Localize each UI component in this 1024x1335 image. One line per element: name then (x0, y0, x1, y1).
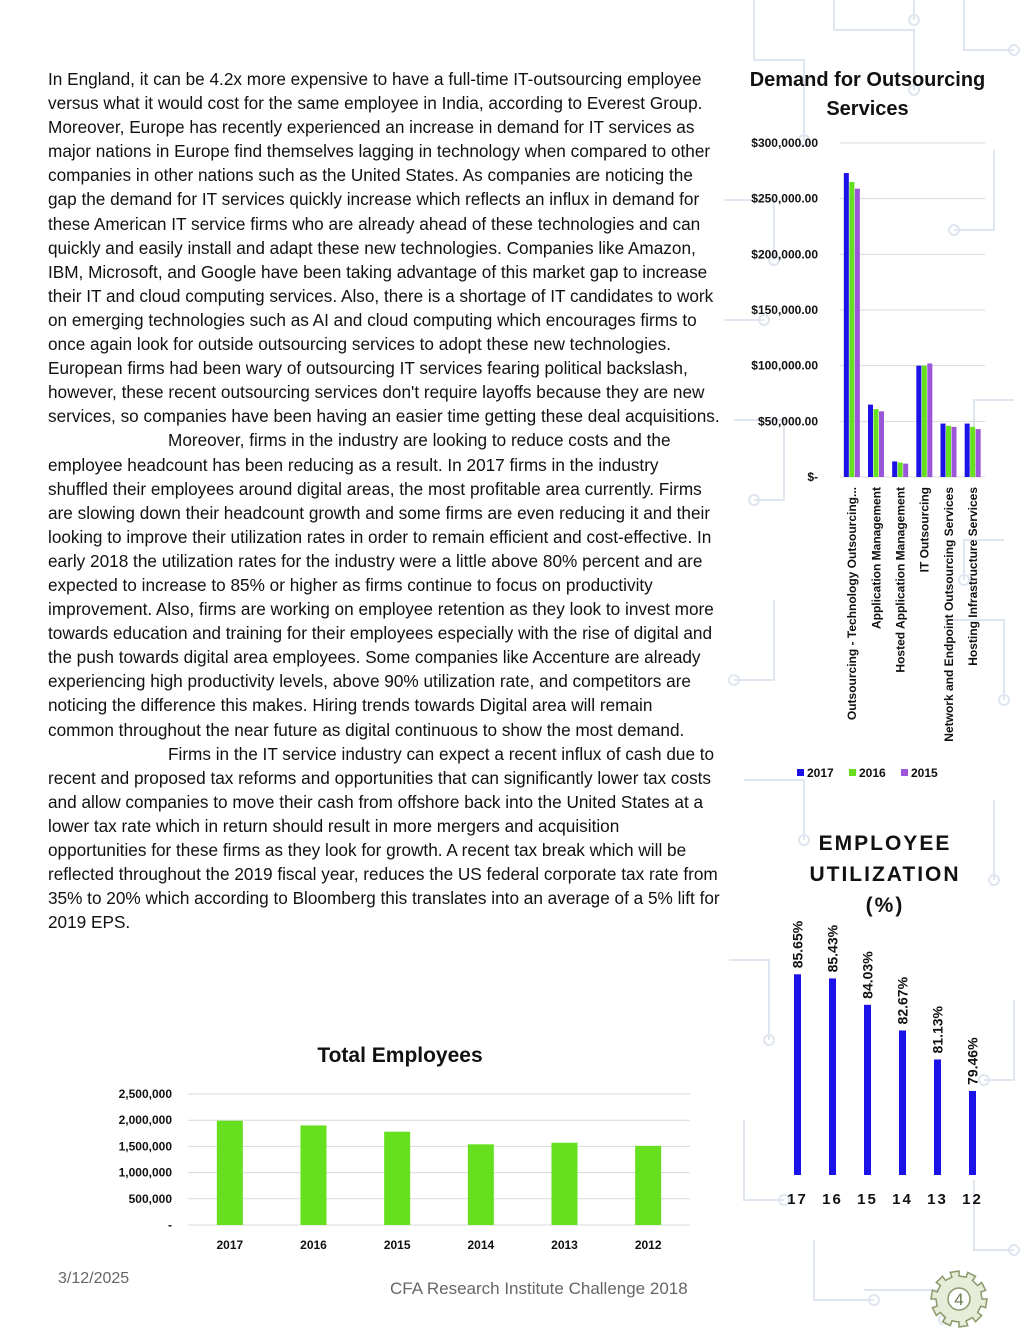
bar (864, 1005, 871, 1175)
bar (934, 1059, 941, 1175)
bar (952, 427, 957, 477)
x-tick-label: Outsourcing - Technology Outsourcing... (845, 487, 860, 721)
demand-chart (735, 135, 1015, 795)
demand-chart-title: Demand for Outsourcing Services (749, 69, 986, 120)
bar (855, 189, 860, 477)
y-tick-label: 500,000 (128, 1191, 172, 1206)
data-label: 85.65% (789, 920, 806, 969)
bar (969, 1091, 976, 1175)
footer-title: CFA Research Institute Challenge 2018 (390, 1279, 688, 1298)
utilization-chart (770, 910, 1000, 1215)
page-number: 4 (954, 1290, 964, 1309)
x-tick-label: IT Outsourcing (917, 487, 932, 573)
bar (941, 424, 946, 477)
x-tick-label: 14 (892, 1191, 913, 1208)
y-tick-label: $250,000.00 (751, 191, 818, 206)
bar (217, 1121, 243, 1225)
bar (301, 1125, 327, 1225)
x-tick-label: 16 (822, 1191, 843, 1208)
article-body (48, 67, 720, 934)
data-label: 84.03% (859, 951, 876, 999)
bar (899, 1030, 906, 1175)
paragraph: Moreover, firms in the industry are looking to reduce costs and the employee headcount has been reducing as a result. In 2017 firms in the industry shuffled their employees around digital areas, the most profitable area currently. Firms are slowing down their headcount growth and some firms are even reducing it and their looking to improve their utilization rates in order to remain efficient and cost-effective. In early 2018 the utilization rates for the industry were a little above 80% percent and are expected to increase to 85% or higher as firms continue to focus on productivity improvement. Also, firms are working on employee retention as they look to invest more towards education and training for their employees especially with the rise of digital and the push towards digital area employees. Some companies like Accenture are already experiencing high productivity levels, above 90% utilization rate, and competitors are noticing the difference this makes. Hiring trends towards Digital area will remain common throughout the near future as digital continuous to show the most demand. (48, 430, 714, 740)
bar (552, 1143, 578, 1225)
bar (892, 461, 897, 477)
x-tick-label: 2012 (634, 1238, 662, 1252)
bar (927, 363, 932, 477)
data-label: 82.67% (894, 976, 911, 1025)
x-tick-label: 12 (962, 1191, 983, 1208)
circuit-trace (729, 960, 769, 1040)
bar (946, 426, 951, 477)
legend-label: 2016 (859, 766, 886, 780)
bar (903, 464, 908, 477)
bar (922, 366, 927, 477)
x-tick-label: 2016 (300, 1238, 327, 1252)
y-tick-label: $100,000.00 (751, 358, 818, 373)
utilization-chart-title: EMPLOYEE UTILIZATION (%) (809, 832, 961, 917)
bar (384, 1132, 410, 1225)
y-tick-label: 1,000,000 (118, 1165, 172, 1180)
x-tick-label: Application Management (869, 487, 884, 630)
y-tick-label: - (168, 1218, 172, 1232)
paragraph: In England, it can be 4.2x more expensive to have a full-time IT-outsourcing employee versus what it would cost for the same employee in India, according to Everest Group. Moreover, Europe has recently experienced an increase in demand for IT services as major nations in Europe find themselves lagging in technology when compared to other companies in other nations such as the United States. As companies are noticing the gap the demand for IT services quickly increase which reflects an influx in demand for these American IT service firms who are already ahead of these technologies and can quickly and easily install and adapt these new technologies. Companies like Amazon, IBM, Microsoft, and Google have been taking advantage of this market gap to increase their IT and cloud computing services. Also, there is a shortage of IT candidates to work on emerging technologies such as AI and cloud computing which encourages firms to once again look for outside outsourcing services to adopt these new technologies. (48, 69, 714, 355)
page-badge (928, 1268, 990, 1330)
legend-label: 2015 (911, 766, 938, 780)
y-tick-label: 2,000,000 (118, 1113, 172, 1128)
y-tick-label: 1,500,000 (118, 1139, 172, 1154)
bar (874, 409, 879, 477)
legend-swatch (901, 769, 908, 776)
x-tick-label: 2013 (551, 1238, 578, 1252)
legend-swatch (797, 769, 804, 776)
bar (970, 427, 975, 477)
y-tick-label: $200,000.00 (751, 247, 818, 262)
circuit-trace (964, 0, 1014, 50)
x-tick-label: Hosting Infrastructure Services (965, 487, 980, 666)
data-label: 81.13% (929, 1005, 946, 1054)
paragraph: European firms had been wary of outsourcing IT services fearing political backslash, however, these recent outsourcing services don't require layoffs because they are new services, so companies have been having an easier time getting these deal acquisitions. (48, 358, 720, 427)
bar (868, 405, 873, 477)
footer-date: 3/12/2025 (58, 1270, 130, 1287)
y-tick-label: $300,000.00 (751, 136, 818, 150)
bar (965, 424, 970, 477)
bar (635, 1146, 661, 1225)
bar (468, 1144, 494, 1225)
bar (879, 411, 884, 477)
y-tick-label: 2,500,000 (118, 1087, 172, 1101)
x-tick-label: 2014 (467, 1238, 495, 1252)
data-label: 85.43% (824, 924, 841, 973)
gear-icon (928, 1268, 990, 1330)
x-tick-label: Hosted Application Management (893, 487, 908, 673)
bar (976, 429, 981, 477)
bar (898, 463, 903, 477)
employees-chart-title: Total Employees (317, 1044, 483, 1067)
x-tick-label: 17 (787, 1191, 808, 1208)
x-tick-label: 2017 (216, 1238, 244, 1252)
bar (794, 974, 801, 1175)
x-tick-label: 15 (857, 1191, 878, 1208)
bar (844, 173, 849, 477)
legend-label: 2017 (807, 766, 834, 780)
legend-swatch (849, 769, 856, 776)
bar (916, 366, 921, 477)
y-tick-label: $150,000.00 (751, 303, 818, 317)
data-label: 79.46% (964, 1037, 981, 1085)
bar (849, 182, 854, 477)
y-tick-label: $50,000.00 (757, 414, 818, 429)
x-tick-label: 13 (927, 1191, 948, 1208)
bar (829, 978, 836, 1175)
employees-chart (90, 1082, 700, 1257)
paragraph: Firms in the IT service industry can expect a recent influx of cash due to recent and proposed tax reforms and opportunities that can significantly lower tax costs and allow companies to move their cash from offshore back into the United States at a lower tax rate which in return should result in more mergers and acquisition opportunities for these firms as they look for growth. A recent tax break which will be reflected throughout the 2019 fiscal year, reduces the US federal corporate tax rate from 35% to 20% which according to Bloomberg this translates into an average of a 5% lift for 2019 EPS. (48, 743, 720, 933)
y-tick-label: $- (807, 470, 818, 484)
x-tick-label: 2015 (383, 1238, 411, 1252)
x-tick-label: Network and Endpoint Outsourcing Services (941, 487, 956, 742)
